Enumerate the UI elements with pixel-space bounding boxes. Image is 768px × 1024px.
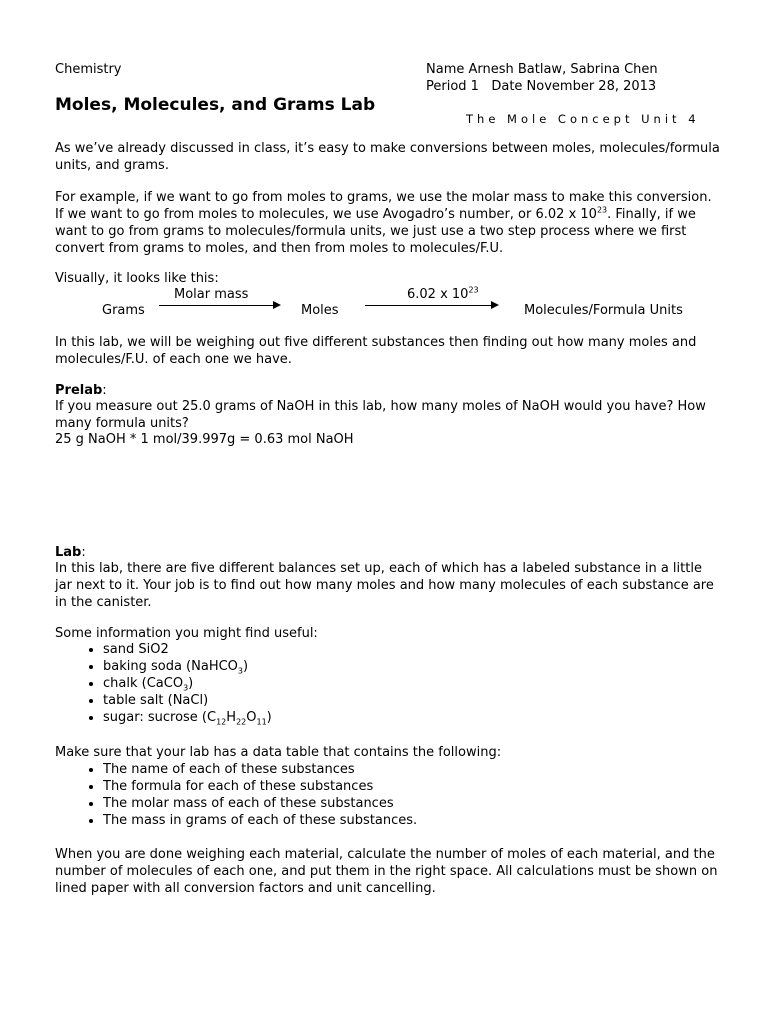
unit-line: The Mole Concept Unit 4 xyxy=(466,112,700,126)
info-label: Some information you might find useful: xyxy=(55,626,318,641)
molar-mass-label: Molar mass xyxy=(174,287,249,302)
arrow-moles-to-molecules xyxy=(365,305,497,306)
list-item: • The molar mass of each of these substances xyxy=(103,795,768,812)
list-item: • The mass in grams of each of these substances. xyxy=(103,812,768,829)
moles-node: Moles xyxy=(301,303,339,318)
table-requirements-label: Make sure that your lab has a data table that contains the following: xyxy=(55,745,502,760)
prelab-heading: Prelab: xyxy=(55,383,107,398)
arrow-grams-to-moles xyxy=(159,305,279,306)
lab-intro-paragraph: In this lab, we will be weighing out five different substances then finding out how many moles and molecules/F.U. of each one we have. xyxy=(55,335,697,367)
closing-paragraph: When you are done weighing each material, calculate the number of moles of each material, and the number of molecules of each one, and put them in the right space. All calculations must be shown on lined paper with all conversion factors and unit cancelling. xyxy=(55,847,718,896)
list-item: • baking soda (NaHCO$_3$) xyxy=(103,658,768,675)
avogadro-label: 6.02 x $10^{23}$ xyxy=(407,285,479,302)
page-title: Moles, Molecules, and Grams Lab xyxy=(55,95,376,115)
list-item: • The formula for each of these substances xyxy=(103,778,768,795)
table-requirements-list xyxy=(55,761,768,829)
list-item: • sugar: sucrose $(C_{12}H_{22}O_{11})$ xyxy=(103,709,768,726)
subject-label: Chemistry xyxy=(55,62,122,77)
list-item: • table salt (NaCl) xyxy=(103,692,768,709)
name-line: Name Arnesh Batlaw, Sabrina Chen xyxy=(426,62,658,77)
list-item: • The name of each of these substances xyxy=(103,761,768,778)
lab-paragraph: In this lab, there are five different balances set up, each of which has a labeled substance in a little jar next to it. Your job is to find out how many moles and how many molecules of each substance are in the canister. xyxy=(55,561,714,610)
period-date-line: Period 1 Date November 28, 2013 xyxy=(426,79,657,94)
lab-heading: Lab: xyxy=(55,545,86,560)
substance-list xyxy=(55,641,768,726)
example-paragraph: For example, if we want to go from moles to grams, we use the molar mass to make this conversion. If we want to go from moles to molecules, we use Avogadro’s number, or 6.02 x $10^{23}$. Finally, if we want to go from grams to molecules/formula units, we just use a two step process where we first convert from grams to moles, and then from moles to molecules/F.U. xyxy=(55,190,712,256)
grams-node: Grams xyxy=(102,303,145,318)
intro-paragraph: As we’ve already discussed in class, it’s easy to make conversions between moles, molecules/formula units, and grams. xyxy=(55,141,720,173)
prelab-question: If you measure out 25.0 grams of NaOH in this lab, how many moles of NaOH would you have? How many formula units? xyxy=(55,399,706,431)
prelab-answer: 25 g NaOH * 1 mol/39.997g = 0.63 mol NaOH xyxy=(55,432,354,447)
list-item: • chalk (CaCO$_3$) xyxy=(103,675,768,692)
visual-label: Visually, it looks like this: xyxy=(55,271,219,286)
molecules-node: Molecules/Formula Units xyxy=(524,303,683,318)
list-item: • sand SiO2 xyxy=(103,641,768,658)
